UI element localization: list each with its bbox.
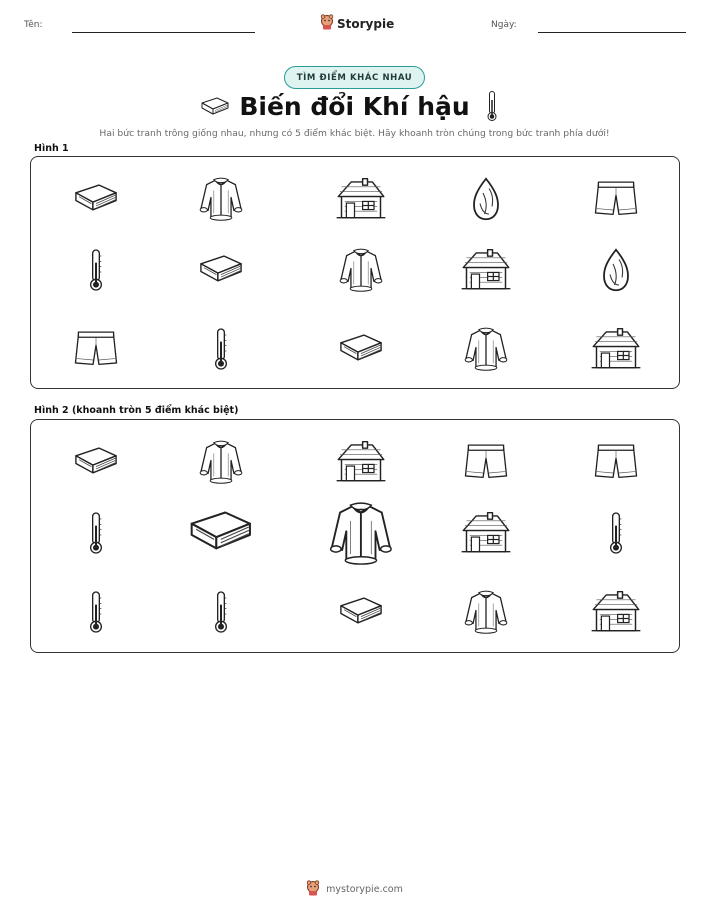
book-icon[interactable] xyxy=(321,577,401,647)
raindrop-icon xyxy=(576,235,656,305)
storypie-mascot-icon xyxy=(320,14,334,34)
picture2-panel[interactable] xyxy=(30,419,680,653)
book-icon xyxy=(56,164,136,234)
house-icon[interactable] xyxy=(446,498,526,568)
coat-icon xyxy=(181,164,261,234)
picture1-panel xyxy=(30,156,680,389)
house-icon xyxy=(321,164,401,234)
thermometer-icon xyxy=(56,235,136,305)
thermometer-icon[interactable] xyxy=(576,498,656,568)
name-label: Tên: xyxy=(24,20,43,30)
date-line[interactable] xyxy=(538,32,686,33)
brand-logo xyxy=(320,14,394,34)
raindrop-icon xyxy=(446,164,526,234)
coat-icon[interactable] xyxy=(321,498,401,568)
shorts-icon xyxy=(576,164,656,234)
thermometer-icon xyxy=(486,90,498,126)
picture2-label: Hình 2 (khoanh tròn 5 điểm khác biệt) xyxy=(34,405,239,416)
date-label: Ngày: xyxy=(491,20,517,30)
coat-icon[interactable] xyxy=(181,427,261,497)
book-icon xyxy=(181,235,261,305)
instructions: Hai bức tranh trông giống nhau, nhưng có 5 điểm khác biệt. Hãy khoanh tròn chúng trong bức tranh phía dưới! xyxy=(99,128,610,139)
coat-icon xyxy=(321,235,401,305)
house-icon[interactable] xyxy=(576,577,656,647)
name-line[interactable] xyxy=(72,32,255,33)
house-icon xyxy=(576,314,656,384)
shorts-icon[interactable] xyxy=(576,427,656,497)
thermometer-icon[interactable] xyxy=(56,577,136,647)
coat-icon xyxy=(446,314,526,384)
shorts-icon[interactable] xyxy=(446,427,526,497)
worksheet-title: Biến đổi Khí hậu xyxy=(239,92,470,121)
thermometer-icon[interactable] xyxy=(56,498,136,568)
house-icon[interactable] xyxy=(321,427,401,497)
shorts-icon xyxy=(56,314,136,384)
activity-badge: TÌM ĐIỂM KHÁC NHAU xyxy=(284,66,425,89)
storypie-mascot-icon xyxy=(306,880,320,899)
brand-name: Storypie xyxy=(337,17,395,31)
book-icon[interactable] xyxy=(181,498,261,568)
thermometer-icon xyxy=(181,314,261,384)
footer-site: mystorypie.com xyxy=(326,884,403,895)
book-icon[interactable] xyxy=(56,427,136,497)
picture1-label: Hình 1 xyxy=(34,143,69,154)
footer xyxy=(0,880,709,899)
house-icon xyxy=(446,235,526,305)
coat-icon[interactable] xyxy=(446,577,526,647)
thermometer-icon[interactable] xyxy=(181,577,261,647)
book-icon xyxy=(321,314,401,384)
worksheet-header xyxy=(0,0,709,50)
